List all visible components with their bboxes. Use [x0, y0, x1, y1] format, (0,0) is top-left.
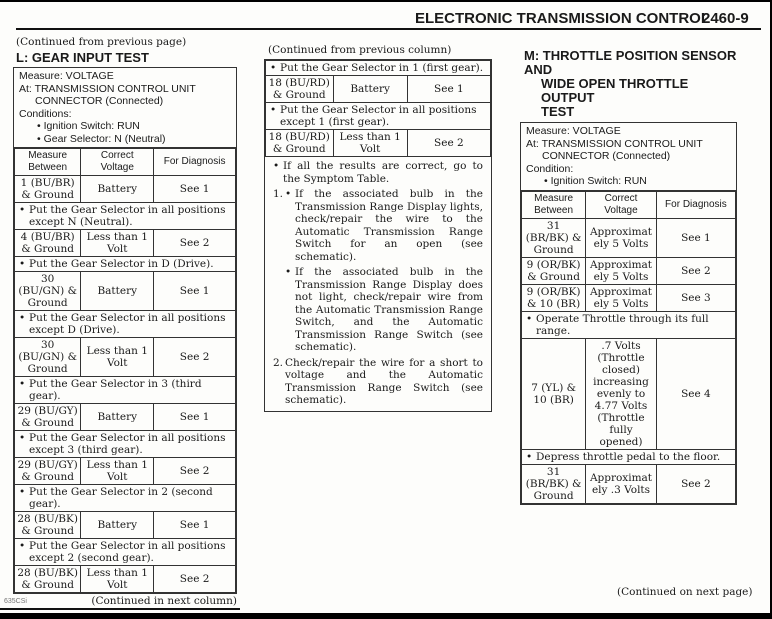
at-label: At: TRANSMISSION CONTROL UNIT: [526, 137, 703, 150]
correct-voltage-cell: Approximately .3 Volts: [586, 464, 657, 503]
manual-page: [0, 2, 770, 613]
measurement-table: [521, 191, 736, 504]
instruction-text: Put the Gear Selector in 2 (second gear).: [29, 486, 213, 510]
for-diagnosis-cell: See 1: [407, 76, 490, 103]
instruction-cell: [15, 377, 236, 404]
instruction-text: Put the Gear Selector in 3 (third gear).: [29, 378, 202, 402]
note-number: 1.: [273, 188, 284, 200]
bullet-icon: •: [19, 378, 26, 390]
footer-code: 635CSi: [4, 598, 27, 605]
test-conditions: [14, 68, 236, 148]
measure-between-cell: 29 (BU/GY) & Ground: [15, 404, 81, 431]
instruction-text: Operate Throttle through its full range.: [536, 312, 709, 337]
table-row: [15, 272, 236, 311]
table-row: [522, 338, 736, 449]
correct-voltage-cell: Less than 1 Volt: [81, 566, 154, 593]
note-intro: [273, 160, 483, 185]
note-intro-text: If all the results are correct, go to the Symptom Table.: [283, 160, 483, 185]
instruction-text: Put the Gear Selector in all positions except 1 (first gear).: [280, 104, 477, 128]
column-3: [520, 49, 737, 505]
measure-between-cell: 31 (BR/BK) & Ground: [522, 464, 586, 503]
instruction-row: [522, 311, 736, 338]
diagnosis-notes: [265, 157, 491, 411]
bullet-icon: •: [19, 258, 26, 270]
for-diagnosis-cell: See 2: [154, 338, 236, 377]
measure-between-cell: 18 (BU/RD) & Ground: [266, 130, 334, 157]
column-1: [13, 36, 237, 608]
continued-from-previous-page: (Continued from previous page): [16, 36, 187, 48]
instruction-cell: [15, 203, 236, 230]
bullet-icon: •: [526, 312, 533, 325]
instruction-cell: [522, 449, 736, 464]
condition-item: • Gear Selector: N (Neutral): [37, 132, 166, 145]
table-row: [266, 130, 491, 157]
bullet-icon: •: [19, 486, 26, 498]
measure-label: Measure: VOLTAGE: [526, 125, 621, 137]
instruction-text: Put the Gear Selector in all positions except 2 (second gear).: [29, 540, 226, 564]
continued-from-previous-column: (Continued from previous column): [268, 44, 452, 56]
measure-between-cell: 30 (BU/GN) & Ground: [15, 272, 81, 311]
test-conditions: [521, 123, 736, 191]
for-diagnosis-cell: See 2: [154, 566, 236, 593]
instruction-text: Put the Gear Selector in all positions except 3 (third gear).: [29, 432, 226, 456]
note-item-1: [273, 188, 483, 357]
column-header-correct-voltage: Correct Voltage: [586, 191, 657, 218]
for-diagnosis-cell: See 2: [656, 464, 735, 503]
instruction-cell: [15, 311, 236, 338]
measure-between-cell: 9 (OR/BK) & Ground: [522, 257, 586, 284]
measure-between-cell: 18 (BU/RD) & Ground: [266, 76, 334, 103]
continued-on-next-page: (Continued on next page): [617, 586, 753, 598]
column-header-measure-between: Measure Between: [15, 149, 81, 176]
section-title-line: WIDE OPEN THROTTLE OUTPUT: [541, 76, 689, 105]
column-2: [264, 44, 492, 412]
instruction-cell: [522, 311, 736, 338]
for-diagnosis-cell: See 1: [656, 218, 735, 257]
instruction-row: [15, 431, 236, 458]
table-row: [522, 284, 736, 311]
instruction-row: [15, 203, 236, 230]
correct-voltage-cell: Battery: [333, 76, 407, 103]
correct-voltage-cell: Battery: [81, 512, 154, 539]
measure-between-cell: 4 (BU/BR) & Ground: [15, 230, 81, 257]
table-row: [266, 76, 491, 103]
instruction-text: Put the Gear Selector in 1 (first gear).: [280, 62, 484, 74]
measure-label: Measure: VOLTAGE: [19, 70, 114, 82]
connector-label: CONNECTOR (Connected): [35, 95, 164, 107]
section-title-gear-input-test: L: GEAR INPUT TEST: [16, 50, 149, 65]
section-title-line: TEST: [541, 104, 575, 119]
instruction-row: [266, 103, 491, 130]
measure-between-cell: 28 (BU/BK) & Ground: [15, 512, 81, 539]
bullet-icon: •: [526, 450, 533, 463]
bullet-icon: •: [285, 266, 292, 278]
table-row: [15, 566, 236, 593]
conditions-label: Condition:: [526, 162, 574, 175]
correct-voltage-cell: Approximately 5 Volts: [586, 218, 657, 257]
table-row: [15, 512, 236, 539]
instruction-row: [266, 61, 491, 76]
measurement-table-continued: [265, 60, 491, 157]
instruction-row: [522, 449, 736, 464]
for-diagnosis-cell: See 1: [154, 404, 236, 431]
instruction-text: Put the Gear Selector in all positions except N (Neutral).: [29, 204, 226, 228]
instruction-text: Put the Gear Selector in all positions except D (Drive).: [29, 312, 226, 336]
table-row: [522, 464, 736, 503]
correct-voltage-cell: Battery: [81, 176, 154, 203]
note-item-2: [273, 357, 483, 407]
continued-in-next-column: (Continued in next column): [91, 595, 237, 607]
instruction-cell: [15, 431, 236, 458]
for-diagnosis-cell: See 1: [154, 272, 236, 311]
bullet-icon: •: [19, 540, 26, 552]
measure-between-cell: 28 (BU/BK) & Ground: [15, 566, 81, 593]
section-title-throttle-position-test: [520, 49, 737, 119]
table-row: [15, 338, 236, 377]
for-diagnosis-cell: See 2: [154, 230, 236, 257]
correct-voltage-cell: Less than 1 Volt: [81, 458, 154, 485]
table-row: [522, 257, 736, 284]
condition-item: • Ignition Switch: RUN: [544, 175, 647, 187]
for-diagnosis-cell: See 1: [154, 512, 236, 539]
condition-item: • Ignition Switch: RUN: [37, 120, 140, 132]
instruction-text: Put the Gear Selector in D (Drive).: [29, 258, 214, 270]
note-item-1b-text: If the associated bulb in the Transmission Range Display does not light, check/repair wire from the Automatic Transmission Range Switch, and the Automatic Transmission Range Switch (see schematic).: [295, 266, 483, 353]
bullet-icon: •: [19, 432, 26, 444]
measure-between-cell: 7 (YL) & 10 (BR): [522, 338, 586, 449]
instruction-row: [15, 311, 236, 338]
note-number: 2.: [273, 356, 284, 369]
correct-voltage-cell: Approximately 5 Volts: [586, 284, 657, 311]
column-header-correct-voltage: Correct Voltage: [81, 149, 154, 176]
measure-between-cell: 9 (OR/BK) & 10 (BR): [522, 284, 586, 311]
correct-voltage-cell: Approximately 5 Volts: [586, 257, 657, 284]
instruction-cell: [15, 257, 236, 272]
bullet-icon: •: [19, 312, 26, 324]
gear-input-test-table: [13, 67, 237, 594]
instruction-cell: [15, 485, 236, 512]
table-row: [522, 218, 736, 257]
table-row: [15, 458, 236, 485]
connector-label: CONNECTOR (Connected): [542, 150, 671, 162]
measure-between-cell: 1 (BU/BR) & Ground: [15, 176, 81, 203]
page-header-title: ELECTRONIC TRANSMISSION CONTROL: [415, 10, 710, 27]
bullet-icon: •: [270, 62, 277, 74]
table-row: [15, 230, 236, 257]
header-rule: [16, 28, 761, 30]
instruction-row: [15, 485, 236, 512]
for-diagnosis-cell: See 2: [407, 130, 490, 157]
bullet-icon: •: [19, 204, 26, 216]
instruction-cell: [266, 61, 491, 76]
for-diagnosis-cell: See 3: [656, 284, 735, 311]
note-item-1a-text: If the associated bulb in the Transmission Range Display lights, check/repair the wire to the Automatic Transmission Range Switch for an open (see schematic).: [295, 188, 483, 263]
table-row: [15, 176, 236, 203]
correct-voltage-cell: Battery: [81, 404, 154, 431]
measure-between-cell: 30 (BU/GN) & Ground: [15, 338, 81, 377]
conditions-label: Conditions:: [19, 107, 72, 120]
measure-between-cell: 29 (BU/GY) & Ground: [15, 458, 81, 485]
note-item-1b: [285, 266, 483, 354]
gear-input-test-table-continued: [264, 59, 492, 412]
instruction-row: [15, 539, 236, 566]
for-diagnosis-cell: See 4: [656, 338, 735, 449]
page-number: 2460-9: [702, 10, 749, 27]
instruction-row: [15, 377, 236, 404]
instruction-cell: [15, 539, 236, 566]
for-diagnosis-cell: See 1: [154, 176, 236, 203]
correct-voltage-cell: Less than 1 Volt: [81, 338, 154, 377]
correct-voltage-cell: Less than 1 Volt: [81, 230, 154, 257]
footer-rule: [0, 608, 240, 610]
column-header-for-diagnosis: For Diagnosis: [656, 191, 735, 218]
correct-voltage-cell: Battery: [81, 272, 154, 311]
note-item-2-text: Check/repair the wire for a short to voltage and the Automatic Transmission Range Switch (see schematic).: [285, 356, 483, 406]
table-row: [15, 404, 236, 431]
at-label: At: TRANSMISSION CONTROL UNIT: [19, 82, 196, 95]
throttle-position-test-table: [520, 122, 737, 505]
column-header-for-diagnosis: For Diagnosis: [154, 149, 236, 176]
section-title-line: M: THROTTLE POSITION SENSOR AND: [524, 48, 737, 77]
correct-voltage-cell: .7 Volts (Throttle closed) increasing evenly to 4.77 Volts (Throttle fully opened): [586, 338, 657, 449]
note-item-1a: [285, 188, 483, 263]
instruction-text: Depress throttle pedal to the floor.: [536, 450, 721, 463]
column-header-measure-between: Measure Between: [522, 191, 586, 218]
measurement-table: [14, 148, 236, 593]
bullet-icon: •: [273, 160, 280, 172]
for-diagnosis-cell: See 2: [656, 257, 735, 284]
instruction-cell: [266, 103, 491, 130]
measure-between-cell: 31 (BR/BK) & Ground: [522, 218, 586, 257]
bullet-icon: •: [270, 104, 277, 116]
for-diagnosis-cell: See 2: [154, 458, 236, 485]
bullet-icon: •: [285, 188, 292, 200]
correct-voltage-cell: Less than 1 Volt: [333, 130, 407, 157]
instruction-row: [15, 257, 236, 272]
